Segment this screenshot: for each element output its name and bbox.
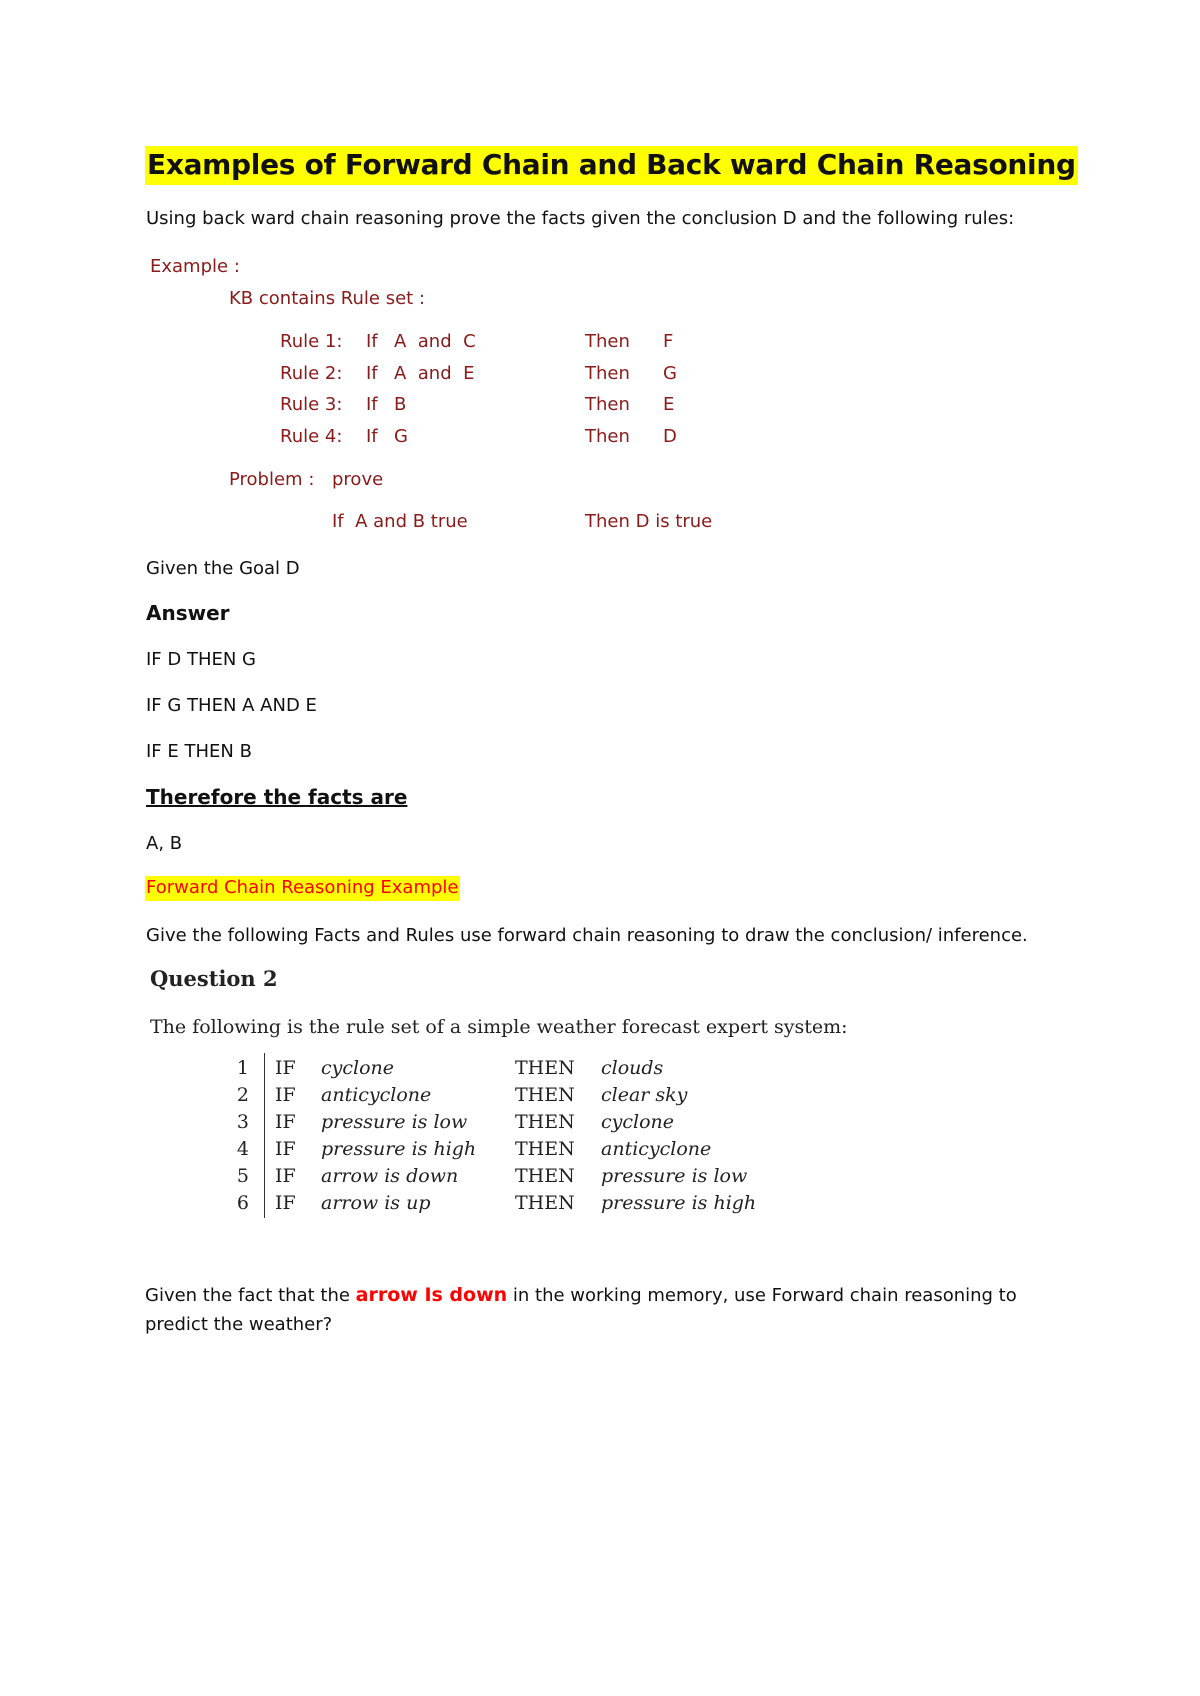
rule-then: THEN [515,1192,575,1214]
rule-result: anticyclone [601,1138,712,1160]
problem-if: If A and B true [332,511,468,532]
answer-line: IF E THEN B [146,741,252,762]
rule-condition: pressure is low [321,1111,468,1133]
rule-result: F [663,331,674,352]
facts-heading: Therefore the facts are [146,785,408,809]
rule-condition: cyclone [321,1057,395,1079]
facts-value: A, B [146,833,183,854]
rule-then: THEN [515,1138,575,1160]
rule-number: 2 [236,1084,249,1106]
final-text-before: Given the fact that the [145,1285,356,1306]
rule-if: IF [275,1192,296,1214]
rule-number: 5 [236,1165,249,1187]
rule-condition: B [394,394,407,415]
rule-then: Then [585,363,630,384]
rule-result: clear sky [601,1084,688,1106]
page-title: Examples of Forward Chain and Back ward Chain Reasoning [145,146,1078,185]
rule-if: IF [275,1084,296,1106]
rule-condition: A and C [394,331,476,352]
intro-text: Using back ward chain reasoning prove the facts given the conclusion D and the following rules: [146,208,1015,229]
rule-then: THEN [515,1084,575,1106]
rule-name: Rule 1: [280,331,343,352]
forward-intro: Give the following Facts and Rules use forward chain reasoning to draw the conclusion/ inference. [146,925,1028,946]
question-heading: Question 2 [150,966,278,991]
problem-label: Problem : [229,469,315,490]
rule-result: D [663,426,677,447]
rule-result: pressure is low [601,1165,748,1187]
rule-condition: pressure is high [321,1138,477,1160]
rule-then: Then [585,331,630,352]
final-text-after: in the working memory, use Forward chain reasoning to predict the weather? [145,1285,1017,1335]
example-label: Example : [150,256,240,277]
problem-verb: prove [332,469,384,490]
rule-then: THEN [515,1165,575,1187]
final-highlight: arrow Is down [355,1284,508,1306]
rule-then: THEN [515,1057,575,1079]
rule-name: Rule 2: [280,363,343,384]
answer-line: IF D THEN G [146,649,257,670]
rule-number: 6 [236,1192,249,1214]
rule-if: If [366,426,378,447]
rule-if: IF [275,1138,296,1160]
rule-if: IF [275,1165,296,1187]
forward-heading: Forward Chain Reasoning Example [145,876,460,901]
rule-name: Rule 4: [280,426,343,447]
rule-result: G [663,363,677,384]
rule-number: 1 [236,1057,249,1079]
rule-name: Rule 3: [280,394,343,415]
rule-result: clouds [601,1057,664,1079]
rule-if: IF [275,1111,296,1133]
rule-condition: arrow is up [321,1192,431,1214]
rule-condition: arrow is down [321,1165,459,1187]
rule-if: If [366,394,378,415]
rule-result: pressure is high [601,1192,757,1214]
rule-if: If [366,331,378,352]
rule-result: cyclone [601,1111,675,1133]
rule-result: E [663,394,675,415]
given-goal: Given the Goal D [146,558,300,579]
rule-then: Then [585,394,630,415]
rule-condition: anticyclone [321,1084,432,1106]
final-question [145,1281,1045,1339]
rule-if: IF [275,1057,296,1079]
answer-line: IF G THEN A AND E [146,695,317,716]
problem-then: Then D is true [585,511,713,532]
rule-if: If [366,363,378,384]
rule-number: 3 [236,1111,249,1133]
question-intro: The following is the rule set of a simple weather forecast expert system: [150,1016,848,1038]
rule-then: THEN [515,1111,575,1133]
rule-number: 4 [236,1138,249,1160]
rule-then: Then [585,426,630,447]
rule-condition: A and E [394,363,475,384]
answer-heading: Answer [146,601,230,625]
kb-label: KB contains Rule set : [229,288,425,309]
rule-condition: G [394,426,408,447]
rule-table-divider [264,1053,265,1218]
